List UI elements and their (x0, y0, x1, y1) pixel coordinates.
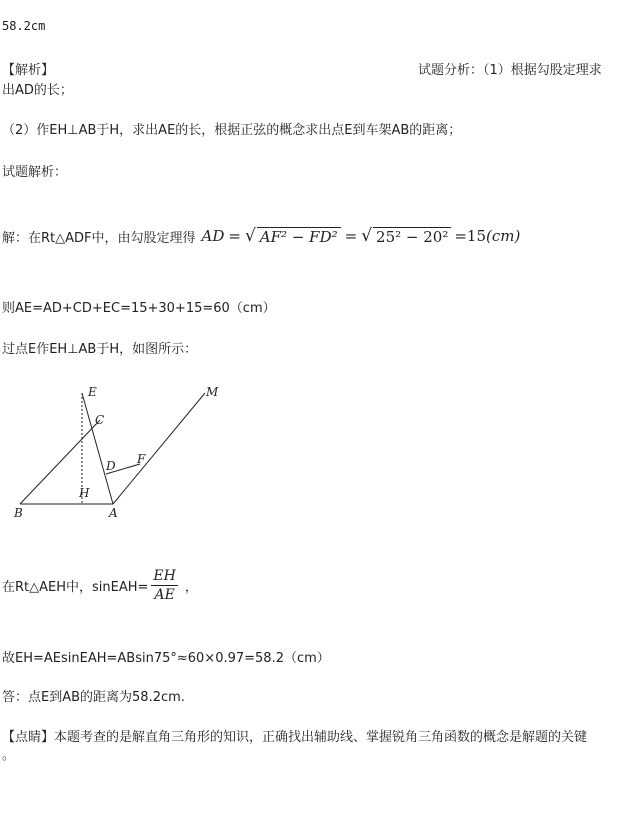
step1-result: =15 (454, 227, 486, 245)
step4-fraction (151, 568, 177, 603)
solution-header: 试题解析： (2, 165, 68, 180)
step4-line (2, 568, 198, 603)
note-line1: 【点睛】本题考查的是解直角三角形的知识，正确找出辅助线、掌握锐角三角函数的概念是解题的关键 (2, 730, 588, 745)
top-answer: 58.2cm (2, 19, 46, 33)
label-M: M (206, 385, 219, 399)
step1-radicand-2: 25² − 20² (373, 227, 451, 246)
geometry-figure (10, 380, 240, 530)
step4-prefix: 在Rt△AEH中，sinEAH= (2, 580, 149, 595)
analysis-intro: 试题分析：（1）根据勾股定理求 (418, 63, 602, 78)
label-F: F (137, 452, 146, 466)
step1-unit: (cm) (486, 227, 521, 245)
label-D: D (106, 459, 116, 473)
step4-suffix: ， (184, 580, 198, 595)
step6-answer: 答：点E到AB的距离为58.2cm. (2, 690, 185, 705)
label-H: H (79, 486, 90, 500)
step1-line (2, 226, 520, 246)
step4-denominator: AE (154, 587, 175, 603)
step5: 故EH=AEsinEAH=ABsin75°≈60×0.97=58.2（cm） (2, 651, 330, 666)
label-C: C (95, 413, 105, 427)
label-B: B (14, 506, 23, 520)
analysis-line2: （2）作EH⊥AB于H，求出AE的长，根据正弦的概念求出点E到车架AB的距离； (2, 123, 462, 138)
equals-sign-2: = (344, 227, 358, 245)
step1-prefix: 解：在Rt△ADF中，由勾股定理得 (2, 230, 196, 246)
sqrt-icon-1: √ (244, 226, 256, 246)
equals-sign-1: = (228, 227, 241, 245)
segment-AM (113, 393, 205, 504)
note-line2: 。 (2, 748, 16, 763)
analysis-header: 【解析】 (2, 63, 55, 78)
analysis-line1-cont: 出AD的长； (2, 83, 73, 98)
step4-numerator: EH (153, 568, 176, 584)
step1-lhs: AD (201, 227, 225, 245)
label-E: E (88, 385, 97, 399)
step3: 过点E作EH⊥AB于H，如图所示： (2, 342, 198, 357)
label-A: A (109, 506, 118, 520)
step2: 则AE=AD+CD+EC=15+30+15=60（cm） (2, 301, 276, 316)
sqrt-icon-2: √ (361, 226, 373, 246)
step1-radicand-1: AF² − FD² (257, 227, 341, 246)
